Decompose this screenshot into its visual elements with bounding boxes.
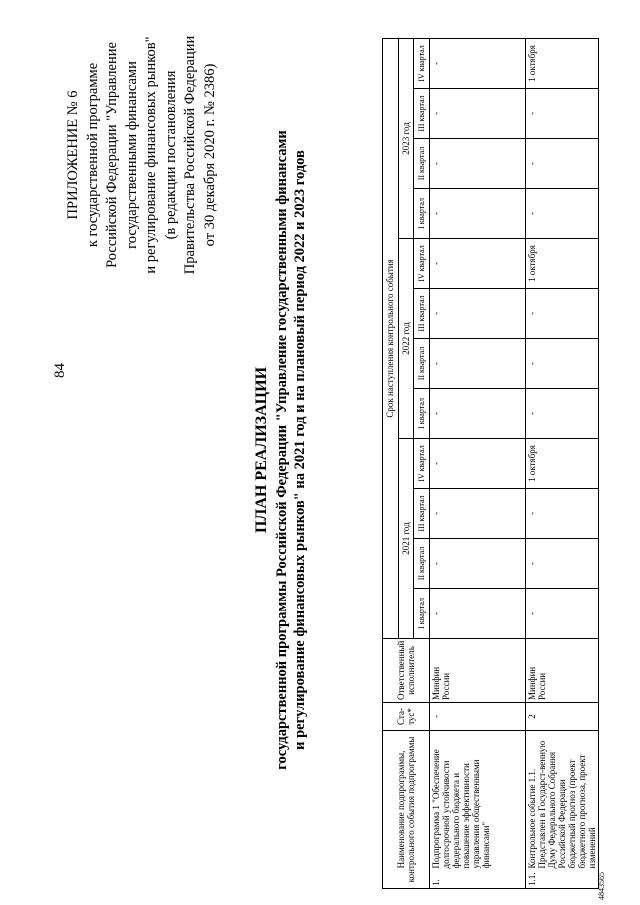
row-executor: Минфин России bbox=[526, 639, 599, 703]
row-cell: - bbox=[526, 139, 599, 189]
row-cell: 1 октября bbox=[526, 38, 599, 88]
table-row bbox=[526, 38, 599, 888]
header-name: Наименование подпрограммы, контрольного события подпрограммы bbox=[383, 731, 430, 889]
header-quarter: I квартал bbox=[414, 389, 430, 439]
header-quarter: II квартал bbox=[414, 339, 430, 389]
header-quarter: III квартал bbox=[414, 89, 430, 139]
header-quarter: III квартал bbox=[414, 289, 430, 339]
row-status: - bbox=[430, 703, 526, 731]
row-cell: - bbox=[526, 289, 599, 339]
row-executor: Минфин России bbox=[430, 639, 526, 703]
row-cell: - bbox=[430, 89, 526, 139]
header-quarter: III квартал bbox=[414, 489, 430, 539]
row-cell: - bbox=[430, 489, 526, 539]
plan-subtitle-line-1: государственной программы Российской Федерации "Управление государственными финансами bbox=[274, 130, 290, 770]
row-cell: - bbox=[430, 139, 526, 189]
row-cell: - bbox=[430, 38, 526, 88]
row-cell: - bbox=[526, 489, 599, 539]
header-executor: Ответственный исполнитель bbox=[383, 639, 430, 703]
header-quarter: II квартал bbox=[414, 139, 430, 189]
plan-title: ПЛАН РЕАЛИЗАЦИИ bbox=[253, 366, 270, 534]
row-cell: - bbox=[430, 539, 526, 589]
row-cell: - bbox=[526, 89, 599, 139]
header-year-2022: 2022 год bbox=[398, 239, 414, 439]
header-status: Ста-тус* bbox=[383, 703, 430, 731]
header-quarter: I квартал bbox=[414, 189, 430, 239]
appendix-line: и регулирование финансовых рынков" bbox=[143, 36, 159, 274]
appendix-line: государственными финансами bbox=[123, 61, 140, 249]
row-cell: - bbox=[430, 189, 526, 239]
row-number: 1.1. bbox=[526, 871, 599, 889]
header-quarter: II квартал bbox=[414, 539, 430, 589]
row-cell: - bbox=[526, 589, 599, 639]
row-cell: 1 октября bbox=[526, 239, 599, 289]
header-year-2023: 2023 год bbox=[398, 38, 414, 238]
row-cell: - bbox=[526, 389, 599, 439]
row-cell: - bbox=[526, 339, 599, 389]
appendix-line: к государственной программе bbox=[84, 62, 101, 248]
row-cell: 1 октября bbox=[526, 439, 599, 489]
row-cell: - bbox=[430, 589, 526, 639]
plan-subtitle-line-2: и регулирование финансовых рынков" на 2021 год и на плановый период 2022 и 2023 годов bbox=[292, 150, 308, 750]
appendix-block bbox=[64, 20, 220, 290]
row-number: 1. bbox=[430, 871, 526, 889]
row-cell: - bbox=[430, 439, 526, 489]
header-quarter: I квартал bbox=[414, 589, 430, 639]
plan-table-wrapper bbox=[382, 39, 640, 889]
row-cell: - bbox=[430, 389, 526, 439]
row-status: 2 bbox=[526, 703, 599, 731]
row-name: Контрольное событие 1.1. Представлен в Государст-венную Думу Федерального Собрания Российской Федерации бюджетный прогноз (проект бюджетного прогноза, проект изменений bbox=[526, 731, 599, 871]
table-row bbox=[430, 38, 526, 888]
row-cell: - bbox=[526, 539, 599, 589]
appendix-line: Российской Федерации "Управление bbox=[104, 42, 120, 268]
row-cell: - bbox=[430, 289, 526, 339]
row-cell: - bbox=[526, 189, 599, 239]
appendix-line: ПРИЛОЖЕНИЕ № 6 bbox=[65, 90, 81, 220]
header-quarter: IV квартал bbox=[414, 439, 430, 489]
plan-heading bbox=[252, 60, 309, 840]
header-quarter: IV квартал bbox=[414, 38, 430, 88]
row-cell: - bbox=[430, 339, 526, 389]
header-year-2021: 2021 год bbox=[398, 439, 414, 639]
row-cell: - bbox=[430, 239, 526, 289]
appendix-line: Правительства Российской Федерации bbox=[182, 35, 198, 275]
appendix-line: от 30 декабря 2020 г. № 2386) bbox=[201, 63, 218, 247]
document-id: 4843565 bbox=[597, 872, 606, 900]
header-term: Срок наступления контрольного события bbox=[383, 38, 399, 638]
plan-table bbox=[382, 38, 599, 889]
page-number: 84 bbox=[52, 363, 68, 378]
row-name: Подпрограмма 1 "Обеспечение долгосрочной устойчивости федерального бюджета и повышение эффективности управления общественными финансами" bbox=[430, 731, 526, 871]
appendix-line: (в редакции постановления bbox=[162, 70, 179, 240]
header-quarter: IV квартал bbox=[414, 239, 430, 289]
